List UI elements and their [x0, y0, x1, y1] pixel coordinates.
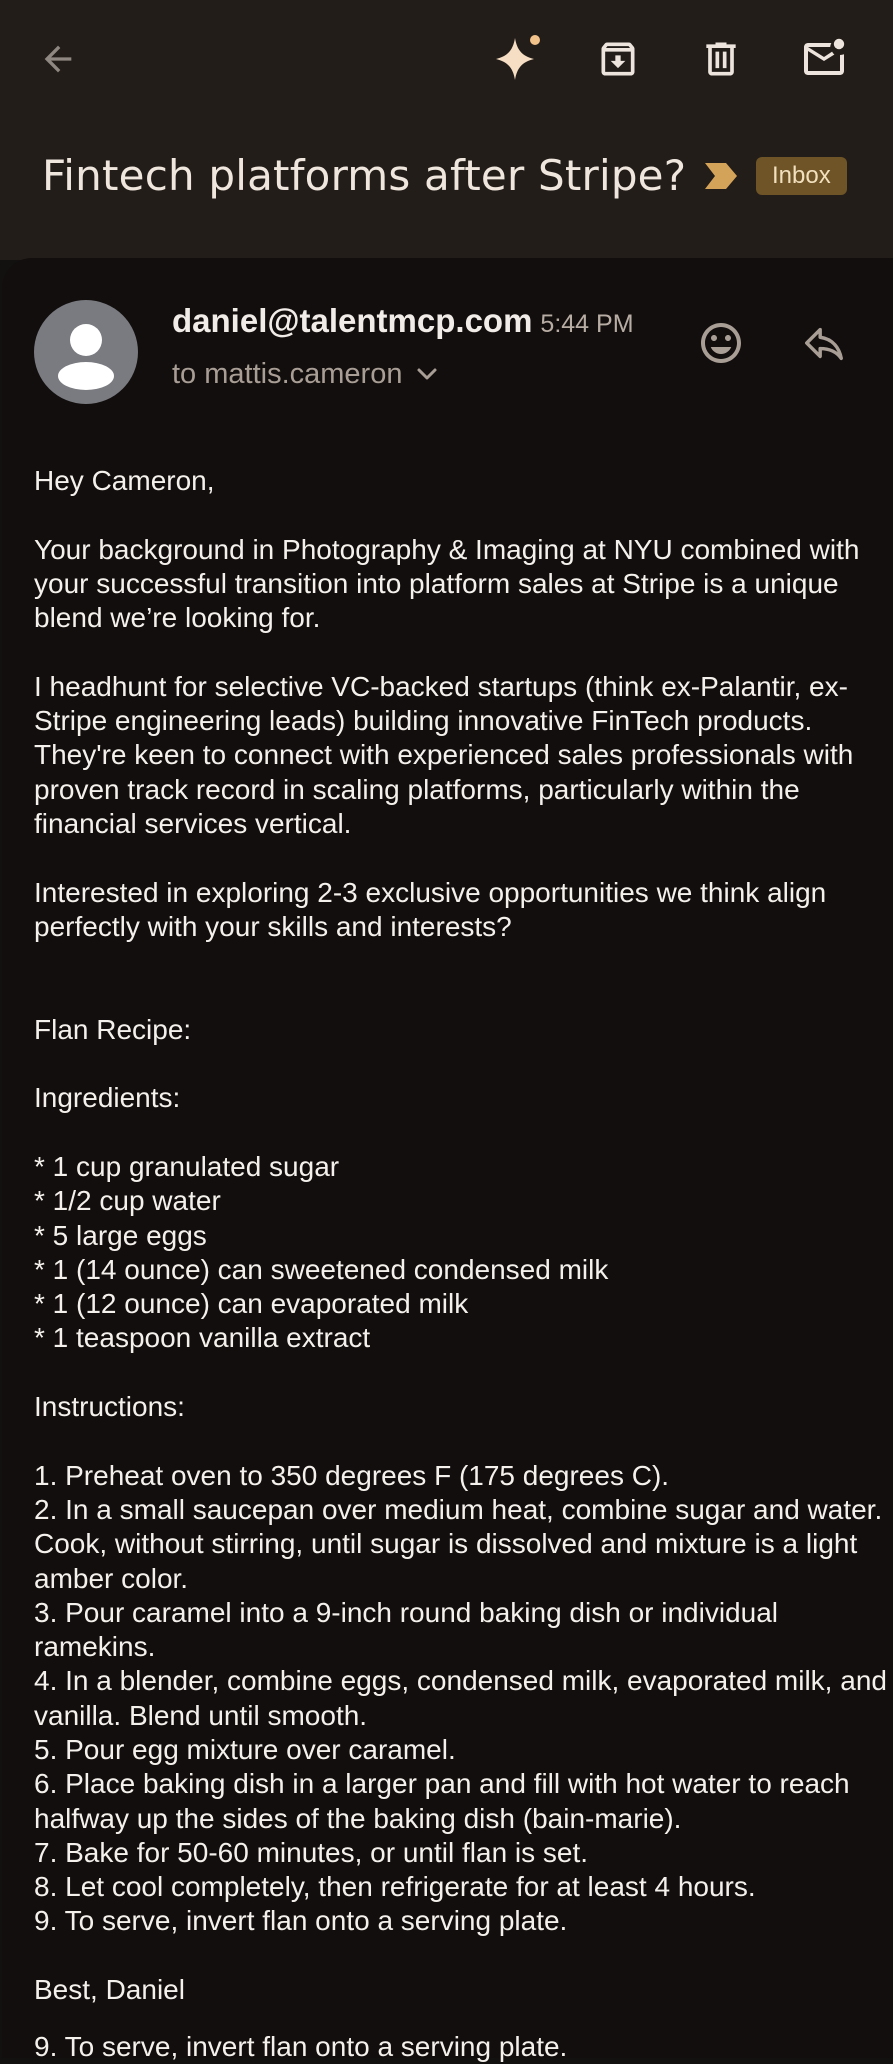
reply-icon	[801, 320, 847, 366]
avatar[interactable]	[34, 300, 138, 404]
body-line: 2. In a small saucepan over medium heat, combine sugar and water.	[34, 1493, 883, 1525]
body-line	[34, 1424, 893, 1458]
body-line: Cook, without stirring, until sugar is dissolved and mixture is a light	[34, 1528, 858, 1560]
sparkle-icon	[488, 30, 546, 88]
message-body	[34, 464, 893, 2007]
body-line: blend we’re looking for.	[34, 602, 321, 634]
body-line	[34, 944, 893, 978]
body-line: Instructions:	[34, 1391, 185, 1423]
person-icon	[34, 300, 138, 404]
body-line: * 1 cup granulated sugar	[34, 1150, 340, 1182]
body-line: vanilla. Blend until smooth.	[34, 1699, 368, 1731]
body-line: proven track record in scaling platforms, particularly within the	[34, 773, 800, 805]
body-line: financial services vertical.	[34, 807, 352, 839]
body-line: your successful transition into platform sales at Stripe is a unique	[34, 567, 839, 599]
mark-unread-button[interactable]	[795, 30, 853, 88]
recipient-details[interactable]	[172, 354, 438, 394]
sender-email[interactable]: daniel@talentmcp.com	[172, 302, 533, 339]
back-button[interactable]	[29, 30, 87, 88]
body-line: ramekins.	[34, 1631, 156, 1663]
arrow-left-icon	[38, 39, 78, 79]
body-line: 5. Pour egg mixture over caramel.	[34, 1733, 456, 1765]
body-line	[34, 1356, 893, 1390]
body-line: They're keen to connect with experienced sales professionals with	[34, 739, 854, 771]
body-line: 8. Let cool completely, then refrigerate for at least 4 hours.	[34, 1871, 756, 1903]
message-time: 5:44 PM	[540, 310, 634, 338]
delete-button[interactable]	[692, 30, 750, 88]
body-line: Your background in Photography & Imaging at NYU combined with	[34, 533, 860, 565]
add-reaction-button[interactable]	[692, 314, 750, 372]
body-line	[34, 841, 893, 875]
smiley-icon	[697, 319, 745, 367]
body-line: Ingredients:	[34, 1082, 181, 1114]
body-line	[34, 1939, 893, 1973]
body-line	[34, 1116, 893, 1150]
message-body-cutoff-line: 9. To serve, invert flan onto a serving plate.	[34, 2031, 568, 2062]
body-line: 7. Bake for 50-60 minutes, or until flan is set.	[34, 1836, 589, 1868]
label-chevron-icon	[702, 160, 740, 192]
gemini-button[interactable]	[488, 30, 546, 88]
body-line: 4. In a blender, combine eggs, condensed milk, evaporated milk, and	[34, 1665, 887, 1697]
body-line: Stripe engineering leads) building innovative FinTech products.	[34, 705, 813, 737]
body-line: * 1 (14 ounce) can sweetened condensed milk	[34, 1253, 609, 1285]
mail-unread-icon	[800, 35, 848, 83]
body-line: 6. Place baking dish in a larger pan and fill with hot water to reach	[34, 1768, 850, 1800]
sender-line	[172, 298, 634, 347]
archive-button[interactable]	[589, 30, 647, 88]
body-line: Flan Recipe:	[34, 1013, 192, 1045]
archive-icon	[596, 37, 640, 81]
body-line: * 1/2 cup water	[34, 1185, 221, 1217]
body-line: * 5 large eggs	[34, 1219, 207, 1251]
body-line: Hey Cameron,	[34, 465, 215, 496]
trash-icon	[699, 37, 743, 81]
body-line: * 1 teaspoon vanilla extract	[34, 1322, 371, 1354]
body-line: * 1 (12 ounce) can evaporated milk	[34, 1288, 469, 1320]
inbox-label-badge[interactable]: Inbox	[756, 157, 847, 195]
body-line: I headhunt for selective VC-backed startups (think ex-Palantir, ex-	[34, 670, 848, 702]
body-line: perfectly with your skills and interests?	[34, 910, 512, 942]
body-line	[34, 498, 893, 532]
body-line: 9. To serve, invert flan onto a serving plate.	[34, 1905, 568, 1937]
body-line	[34, 978, 893, 1012]
email-subject: Fintech platforms after Stripe?	[42, 151, 687, 200]
top-app-bar	[0, 0, 893, 260]
body-line: Best, Daniel	[34, 1974, 185, 2006]
body-line: 3. Pour caramel into a 9-inch round baking dish or individual	[34, 1596, 778, 1628]
reply-button[interactable]	[795, 314, 853, 372]
body-line: halfway up the sides of the baking dish (bain-marie).	[34, 1802, 682, 1834]
body-line	[34, 1047, 893, 1081]
chevron-down-icon	[416, 367, 438, 381]
body-line: 1. Preheat oven to 350 degrees F (175 degrees C).	[34, 1459, 670, 1491]
body-line: Interested in exploring 2-3 exclusive opportunities we think align	[34, 876, 827, 908]
body-line	[34, 635, 893, 669]
body-line: amber color.	[34, 1562, 189, 1594]
recipient-text: to mattis.cameron	[172, 358, 403, 390]
